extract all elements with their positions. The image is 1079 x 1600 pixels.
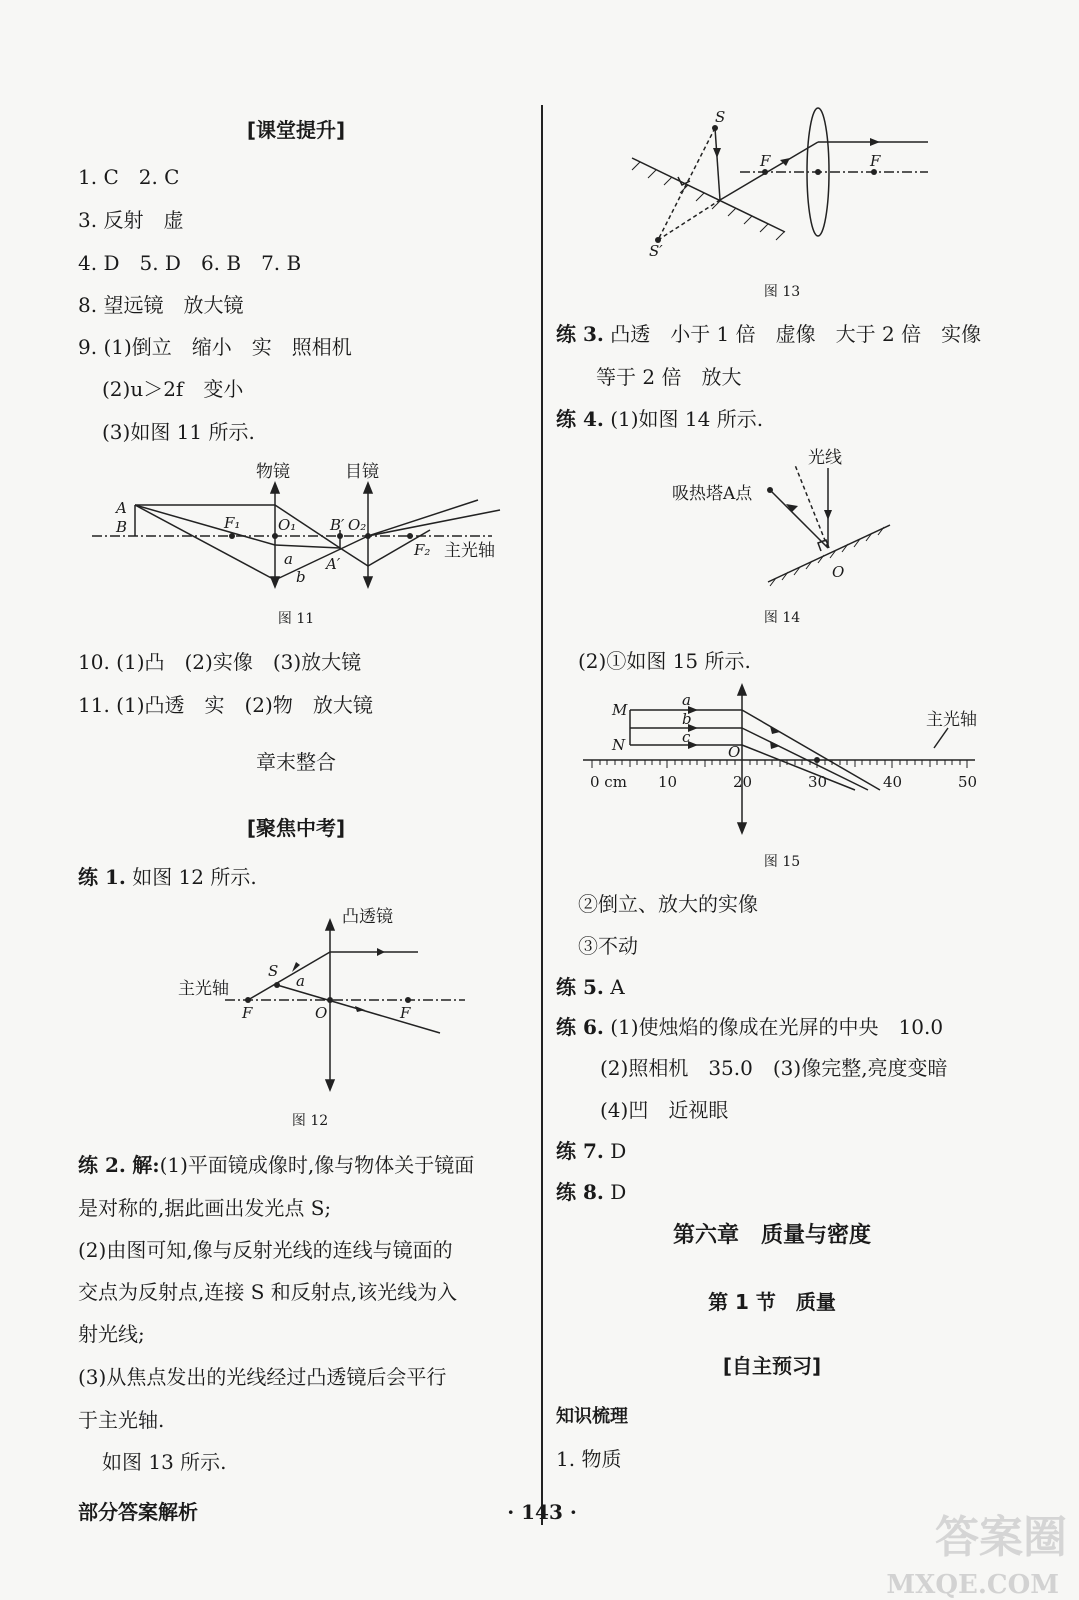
- chapter-summary-heading: 章末整合: [256, 750, 336, 774]
- answer-line: (4)凹 近视眼: [600, 1098, 729, 1122]
- knowledge-heading: 知识梳理: [556, 1406, 628, 1427]
- fig11-Ap: A′: [326, 555, 341, 573]
- solution-line: 是对称的,据此画出发光点 S;: [78, 1196, 332, 1220]
- fig12-caption: 图 12: [291, 1113, 329, 1129]
- fig12-F-left: F: [242, 1004, 253, 1022]
- fig11-Bp: B′: [330, 516, 345, 534]
- footer-title: 部分答案解析: [78, 1500, 198, 1524]
- fig15-tick-0: 0 cm: [590, 773, 627, 791]
- practice-5: [556, 975, 625, 999]
- section-1-heading: 第 1 节 质量: [708, 1290, 836, 1314]
- fig12-a: a: [296, 972, 305, 990]
- fig12-O: O: [315, 1004, 328, 1022]
- solution-line: 射光线;: [78, 1322, 145, 1346]
- fig15-N: N: [612, 736, 626, 754]
- fig11-point-B: B: [116, 518, 128, 536]
- section-heading-yuxi: [自主预习]: [722, 1354, 822, 1378]
- solution-line: 于主光轴.: [78, 1408, 165, 1432]
- fig15-tick-40: 40: [883, 773, 903, 791]
- solution-line: 如图 13 所示.: [102, 1450, 227, 1474]
- fig11-point-A: A: [116, 499, 127, 517]
- fig15-tick-50: 50: [958, 773, 978, 791]
- fig11-F2: F₂: [414, 541, 431, 559]
- fig12-F-right: F: [400, 1004, 411, 1022]
- answer-line: 10. (1)凸 (2)实像 (3)放大镜: [78, 650, 362, 674]
- practice-text: A: [610, 975, 625, 999]
- answer-line: ③不动: [578, 934, 638, 958]
- fig15-tick-20: 20: [733, 773, 753, 791]
- answer-line: 11. (1)凸透 实 (2)物 放大镜: [78, 693, 373, 717]
- answer-line: 9. (1)倒立 缩小 实 照相机: [78, 335, 352, 359]
- fig15-axis-label: 主光轴: [926, 710, 977, 730]
- fig15-M: M: [612, 701, 628, 719]
- practice-tag: 练 1.: [78, 865, 126, 889]
- fig11-axis-label: 主光轴: [444, 541, 495, 561]
- fig11-b: b: [296, 568, 306, 586]
- practice-text: D: [610, 1139, 627, 1163]
- fig15-tick-30: 30: [808, 773, 828, 791]
- fig13-F-left: F: [760, 152, 771, 170]
- practice-tag: 练 4.: [556, 407, 604, 431]
- answer-line: 8. 望远镜 放大镜: [78, 293, 244, 317]
- fig11-a: a: [284, 550, 293, 568]
- fig15-caption: 图 15: [763, 854, 801, 870]
- practice-tag: 练 5.: [556, 975, 604, 999]
- answer-line: 1. 物质: [556, 1447, 622, 1471]
- practice-tag: 练 6.: [556, 1015, 604, 1039]
- fig14-O: O: [832, 563, 845, 581]
- answer-line: ②倒立、放大的实像: [578, 892, 758, 916]
- section-heading-zhongkao: [聚焦中考]: [246, 816, 346, 840]
- solution-text: (1)平面镜成像时,像与物体关于镜面: [159, 1153, 475, 1177]
- solution-line: 交点为反射点,连接 S 和反射点,该光线为入: [78, 1280, 458, 1304]
- practice-7: [556, 1139, 626, 1163]
- answer-line: (3)如图 11 所示.: [102, 420, 255, 444]
- answer-line: 4. D 5. D 6. B 7. B: [78, 251, 302, 275]
- practice-text: 如图 12 所示.: [132, 865, 257, 889]
- fig15-O: O: [728, 743, 741, 761]
- answer-line: 3. 反射 虚: [78, 208, 184, 232]
- fig12-S: S: [268, 962, 279, 980]
- practice-text: (1)使烛焰的像成在光屏的中央 10.0: [610, 1015, 944, 1039]
- fig12-axis-label: 主光轴: [178, 979, 229, 999]
- fig14-ray-label: 光线: [808, 448, 842, 468]
- fig11-objective-label: 物镜: [256, 462, 290, 482]
- answer-line: (2)u＞2f 变小: [102, 377, 244, 401]
- practice-text: 凸透 小于 1 倍 虚像 大于 2 倍 实像: [610, 322, 982, 346]
- practice-tag: 练 2.: [78, 1153, 126, 1177]
- practice-text: D: [610, 1180, 627, 1204]
- fig11-O2: O₂: [348, 516, 367, 534]
- watermark-logo: 答案圈: [935, 1512, 1067, 1563]
- fig13-F-right: F: [870, 152, 881, 170]
- practice-tag: 练 8.: [556, 1180, 604, 1204]
- fig11-caption: 图 11: [277, 611, 315, 627]
- fig13-caption: 图 13: [763, 284, 801, 300]
- practice-tag: 练 3.: [556, 322, 604, 346]
- chapter-6-heading: 第六章 质量与密度: [672, 1223, 872, 1248]
- solution-line: (2)由图可知,像与反射光线的连线与镜面的: [78, 1238, 453, 1262]
- answer-line: 1. C 2. C: [78, 165, 180, 189]
- practice-6: [556, 1015, 943, 1039]
- fig15-c: c: [682, 728, 691, 746]
- fig14-caption: 图 14: [763, 610, 801, 626]
- solution-label: 解:: [132, 1153, 160, 1177]
- practice-text: (1)如图 14 所示.: [610, 407, 764, 431]
- fig15-a: a: [682, 691, 691, 709]
- section-heading-ketang: [课堂提升]: [246, 118, 346, 142]
- solution-line: (3)从焦点发出的光线经过凸透镜后会平行: [78, 1365, 447, 1389]
- fig12-lens-label: 凸透镜: [342, 907, 393, 927]
- answer-line: (2)照相机 35.0 (3)像完整,亮度变暗: [600, 1056, 948, 1080]
- fig11-F1: F₁: [224, 514, 241, 532]
- practice-tag: 练 7.: [556, 1139, 604, 1163]
- fig13-Sp: S′: [649, 242, 663, 260]
- fig15-tick-10: 10: [658, 773, 678, 791]
- fig13-S: S: [715, 108, 726, 126]
- answer-line: (2)①如图 15 所示.: [578, 649, 751, 673]
- watermark-url: MXQE.COM: [886, 1570, 1059, 1600]
- practice-8: [556, 1180, 626, 1204]
- fig14-tower-label: 吸热塔A点: [672, 484, 753, 504]
- fig15-b: b: [682, 710, 692, 728]
- fig11-O1: O₁: [278, 516, 297, 534]
- page-number: · 143 ·: [507, 1500, 577, 1524]
- answer-line: 等于 2 倍 放大: [596, 365, 742, 389]
- fig11-eyepiece-label: 目镜: [345, 462, 379, 482]
